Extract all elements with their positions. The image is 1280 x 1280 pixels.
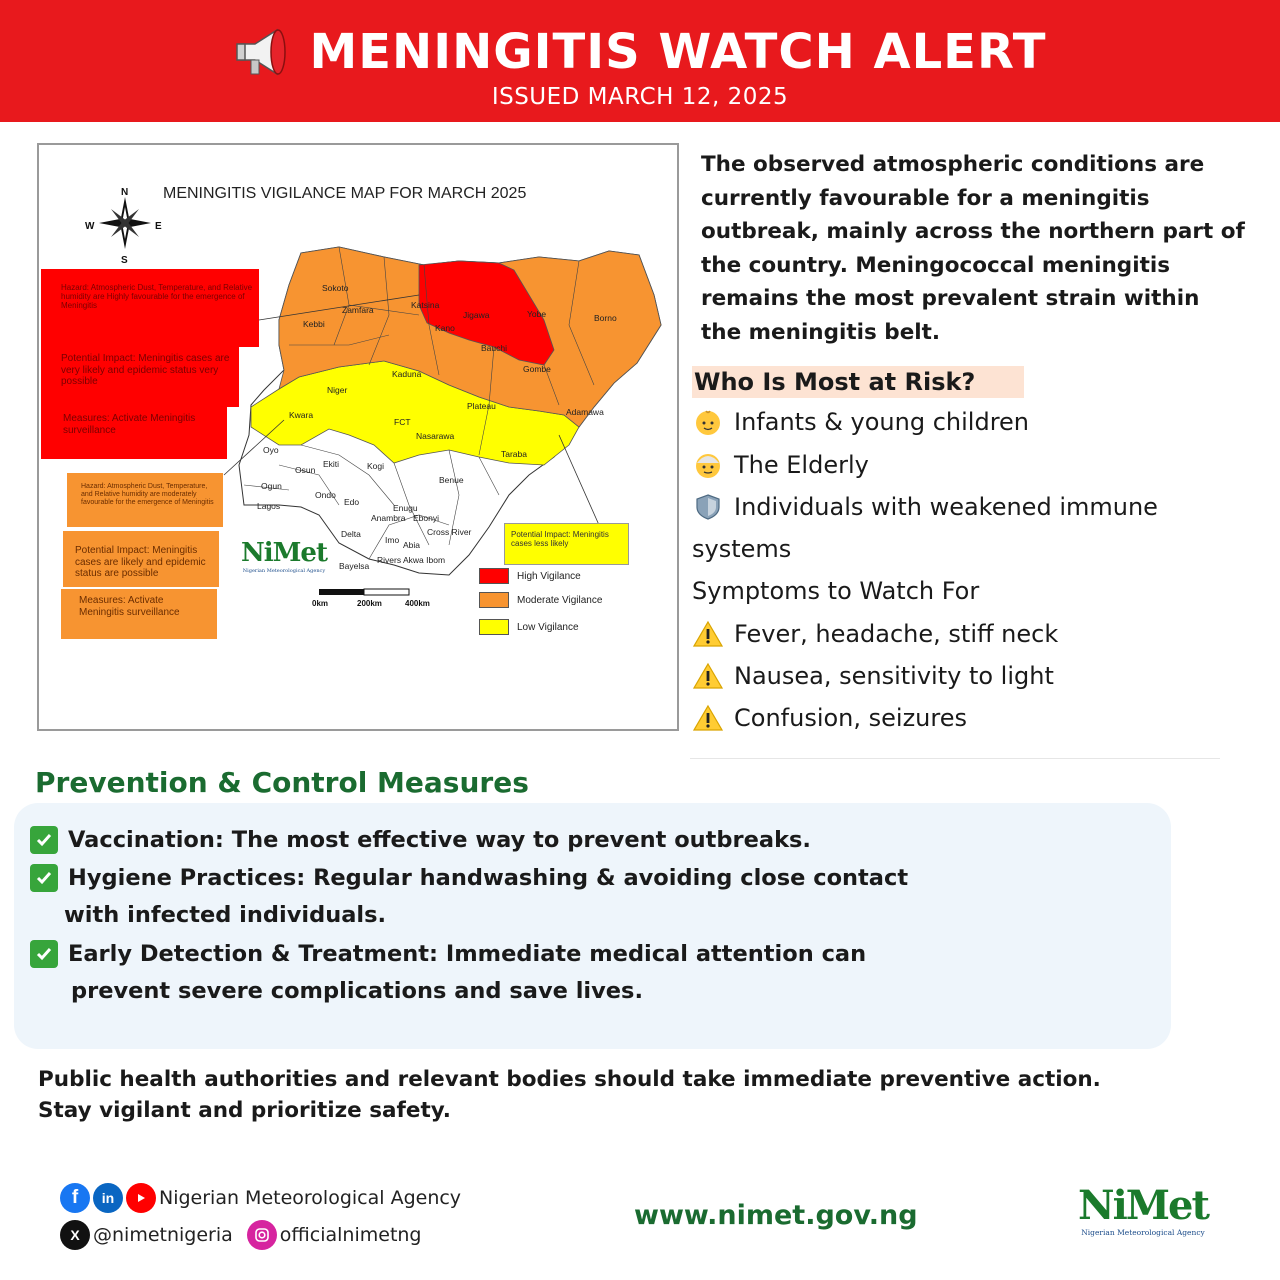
state-gombe: Gombe (523, 364, 551, 374)
legend-low-label: Low Vigilance (517, 621, 579, 633)
state-imo: Imo (385, 535, 400, 545)
check-icon (30, 826, 58, 854)
state-edo: Edo (344, 497, 360, 507)
legend-low-swatch (479, 619, 509, 635)
state-jigawa: Jigawa (463, 310, 490, 320)
legend-high-swatch (479, 568, 509, 584)
moderate-measures-text: Measures: Activate Meningitis surveillance (79, 595, 180, 618)
footer-logo-sub: Nigerian Meteorological Agency (1081, 1228, 1205, 1237)
map-logo-sub: Nigerian Meteorological Agency (242, 568, 326, 574)
state-nasarawa: Nasarawa (416, 431, 455, 441)
state-bayelsa: Bayelsa (339, 561, 370, 571)
linkedin-icon[interactable]: in (93, 1183, 123, 1213)
nimet-logo (1078, 1184, 1208, 1237)
moderate-impact-text: Potential Impact: Meningitis cases are likely and epidemic status are possible (75, 545, 206, 579)
high-measures-box (41, 407, 227, 459)
shield-icon (692, 492, 724, 522)
legend-high-label: High Vigilance (517, 570, 581, 582)
instagram-icon[interactable] (247, 1220, 277, 1250)
low-impact-text: Potential Impact: Meningitis cases less likely (511, 530, 609, 549)
section-divider (690, 758, 1220, 759)
legend-low (479, 619, 579, 635)
risk-item-infants (692, 407, 1029, 437)
risk-item-infants-label: Infants & young children (734, 408, 1030, 436)
state-benue: Benue (439, 475, 464, 485)
facebook-icon[interactable]: f (60, 1183, 90, 1213)
state-cross-river: Cross River (427, 527, 472, 537)
alert-header (0, 0, 1280, 122)
state-fct: FCT (394, 417, 411, 427)
legend-high (479, 568, 581, 584)
prevention-hygiene (30, 864, 908, 892)
symptom-item-confusion-label: Confusion, seizures (734, 704, 967, 732)
check-icon (30, 940, 58, 968)
prevention-hygiene-cont: with infected individuals. (64, 902, 387, 928)
state-kano: Kano (435, 323, 455, 333)
symptom-item-nausea-label: Nausea, sensitivity to light (734, 662, 1054, 690)
moderate-hazard-text: Hazard: Atmospheric Dust, Temperature, and Relative humidity are moderately favourable for the emergence of Meningitis (81, 483, 214, 507)
high-hazard-text: Hazard: Atmospheric Dust, Temperature, and Relative humidity are Highly favourable for the emergence of Meningitis (61, 283, 253, 311)
high-hazard-box (41, 269, 259, 347)
scale-bar-white (364, 589, 409, 595)
state-kaduna: Kaduna (392, 369, 422, 379)
scale-0: 0km (312, 599, 329, 608)
prevention-heading: Prevention & Control Measures (35, 766, 529, 799)
legend-moderate-label: Moderate Vigilance (517, 594, 603, 606)
moderate-measures-box (61, 589, 217, 639)
prevention-early-detection (30, 940, 866, 968)
risk-item-immune-label: Individuals with weakened immune (734, 493, 1158, 521)
closing-statement (38, 1064, 1238, 1126)
state-delta: Delta (341, 529, 361, 539)
high-measures-text: Measures: Activate Meningitis surveillance (63, 413, 196, 436)
state-sokoto: Sokoto (322, 283, 349, 293)
megaphone-icon (233, 24, 295, 80)
state-taraba: Taraba (501, 449, 527, 459)
footer-social-row-2 (60, 1220, 422, 1250)
state-kwara: Kwara (289, 410, 314, 420)
footer-logo-name: NiMet (1078, 1182, 1208, 1229)
map-nimet-logo (241, 538, 327, 574)
state-bauchi: Bauchi (481, 343, 507, 353)
website-link[interactable]: www.nimet.gov.ng (634, 1200, 918, 1231)
state-ekiti: Ekiti (323, 459, 340, 469)
prevention-hygiene-text: Hygiene Practices: Regular handwashing & avoiding close contact (68, 865, 909, 891)
state-borno: Borno (594, 313, 617, 323)
state-kogi: Kogi (367, 461, 385, 471)
map-title: MENINGITIS VIGILANCE MAP FOR MARCH 2025 (163, 185, 527, 202)
state-oyo: Oyo (263, 445, 279, 455)
footer-agency-name: Nigerian Meteorological Agency (159, 1187, 462, 1209)
risk-item-immune-cont: systems (692, 535, 792, 563)
state-niger: Niger (327, 385, 348, 395)
state-anambra: Anambra (371, 513, 406, 523)
prevention-vaccination (30, 826, 811, 854)
state-yobe: Yobe (527, 309, 547, 319)
prevention-early-text: Early Detection & Treatment: Immediate medical attention can (68, 941, 867, 967)
youtube-icon[interactable] (126, 1183, 156, 1213)
prevention-vaccination-text: Vaccination: The most effective way to prevent outbreaks. (68, 827, 811, 853)
symptom-item-nausea (692, 661, 1054, 691)
moderate-impact-box (63, 531, 219, 587)
symptom-item-fever-label: Fever, headache, stiff neck (734, 620, 1059, 648)
state-lagos: Lagos (257, 501, 281, 511)
symptoms-heading: Symptoms to Watch For (692, 577, 980, 605)
legend-moderate-swatch (479, 592, 509, 608)
high-impact-box (41, 347, 239, 407)
alert-title: MENINGITIS WATCH ALERT (309, 24, 1047, 80)
prevention-early-cont: prevent severe complications and save lives. (71, 978, 643, 1004)
low-impact-box (504, 523, 629, 565)
state-enugu: Enugu (393, 503, 418, 513)
state-plateau: Plateau (467, 401, 496, 411)
state-osun: Osun (295, 465, 316, 475)
warning-icon (692, 619, 724, 649)
state-abia: Abia (403, 540, 421, 550)
closing-line-1: Public health authorities and relevant bodies should take immediate preventive action. (38, 1067, 1101, 1092)
compass-rose-icon (99, 197, 151, 249)
state-akwa-ibom: Akwa Ibom (403, 555, 446, 565)
map-logo-name: NiMet (241, 538, 327, 568)
symptom-item-confusion (692, 703, 967, 733)
state-ebonyi: Ebonyi (413, 513, 439, 523)
state-ogun: Ogun (261, 481, 282, 491)
state-katsina: Katsina (411, 300, 440, 310)
state-zamfara: Zamfara (342, 305, 374, 315)
elder-icon (692, 450, 724, 480)
compass-west: W (85, 221, 95, 232)
symptom-item-fever (692, 619, 1058, 649)
compass-south: S (121, 255, 128, 266)
scale-bar-black (319, 589, 364, 595)
state-kebbi: Kebbi (303, 319, 325, 329)
closing-line-2: Stay vigilant and prioritize safety. (38, 1098, 451, 1123)
x-icon[interactable]: X (60, 1220, 90, 1250)
state-ondo: Ondo (315, 490, 336, 500)
scale-400: 400km (405, 599, 430, 608)
scale-200: 200km (357, 599, 382, 608)
compass-north: N (121, 187, 129, 198)
intro-paragraph: The observed atmospheric conditions are currently favourable for a meningitis outbreak, mainly across the northern part of the country. Meningococcal meningitis remains the most prevalent strain within the meningitis belt. (701, 152, 1245, 345)
check-icon (30, 864, 58, 892)
issued-date: ISSUED MARCH 12, 2025 (491, 84, 789, 110)
footer-x-handle[interactable]: @nimetnigeria (93, 1224, 233, 1246)
risk-item-elderly-label: The Elderly (734, 451, 869, 479)
risk-item-immune (692, 492, 1158, 522)
warning-icon (692, 661, 724, 691)
state-adamawa: Adamawa (566, 407, 604, 417)
baby-icon (692, 407, 724, 437)
high-impact-text: Potential Impact: Meningitis cases are very likely and epidemic status very possible (61, 353, 230, 387)
state-rivers: Rivers (377, 555, 402, 565)
risk-heading: Who Is Most at Risk? (692, 366, 1024, 398)
footer-instagram-handle[interactable]: officialnimetng (279, 1224, 422, 1246)
compass-east: E (155, 221, 162, 232)
footer-social-row-1 (60, 1183, 461, 1213)
vigilance-map (37, 143, 679, 731)
moderate-hazard-box (67, 473, 223, 527)
legend-moderate (479, 592, 602, 608)
risk-item-elderly (692, 450, 869, 480)
warning-icon (692, 703, 724, 733)
